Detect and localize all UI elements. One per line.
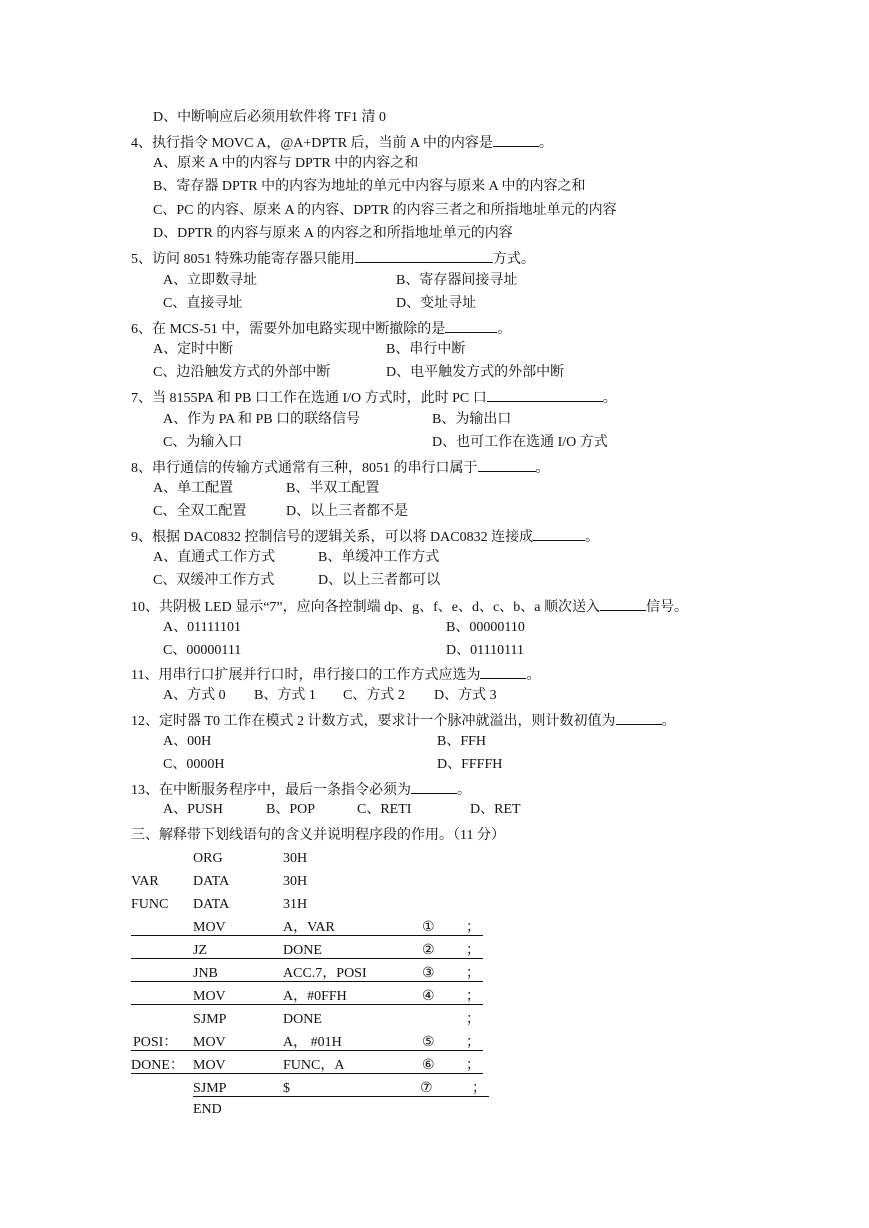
question-stem-end: 。 — [526, 668, 541, 683]
option-a: A、单工配置 — [153, 481, 234, 496]
code-arg: A，#0FFH — [283, 989, 347, 1004]
question-13 — [131, 779, 471, 800]
code-mark: ④ — [422, 989, 435, 1004]
code-arg: 30H — [283, 874, 308, 889]
option-a: A、00H — [163, 734, 212, 749]
code-mark: ⑥ — [422, 1058, 435, 1073]
code-semicolon: ； — [466, 1058, 480, 1073]
question-stem: 访问 8051 特殊功能寄存器只能用 — [152, 252, 355, 267]
question-12 — [131, 710, 676, 731]
underline — [131, 1050, 483, 1051]
question-number: 6、 — [131, 322, 152, 337]
prev-question-option-d: D、中断响应后必须用软件将 TF1 清 0 — [153, 110, 386, 125]
code-arg: ACC.7，POSI — [283, 966, 367, 981]
question-number: 12、 — [131, 714, 159, 729]
option-b: B、半双工配置 — [286, 481, 380, 496]
option-a: A、方式 0 — [163, 688, 226, 703]
option-b: B、FFH — [437, 734, 487, 749]
code-op: ORG — [193, 851, 223, 866]
code-arg: 30H — [283, 851, 308, 866]
code-mark: ⑤ — [422, 1035, 435, 1050]
question-stem-end: 。 — [535, 461, 550, 476]
question-11 — [131, 664, 540, 685]
question-stem: 在 MCS-51 中，需要外加电路实现中断撤除的是 — [152, 322, 446, 337]
option-c: C、00000111 — [163, 643, 242, 658]
option-c: C、全双工配置 — [153, 504, 247, 519]
code-op: JZ — [193, 943, 207, 958]
question-4 — [131, 132, 553, 153]
question-stem-end: 信号。 — [645, 600, 688, 615]
option-a: A、直通式工作方式 — [153, 550, 276, 565]
code-semicolon: ； — [472, 1081, 486, 1096]
answer-blank — [478, 457, 536, 472]
underline — [193, 1096, 489, 1097]
code-label: FUNC — [131, 897, 169, 912]
answer-blank — [411, 779, 457, 794]
question-stem-end: 方式。 — [493, 252, 535, 267]
option-a: A、作为 PA 和 PB 口的联络信号 — [163, 412, 361, 427]
option-a: A、原来 A 中的内容与 DPTR 中的内容之和 — [153, 156, 419, 171]
question-stem: 共阴极 LED 显示“7”，应向各控制端 dp、g、f、e、d、c、b、a 顺次送入 — [159, 600, 600, 615]
code-op: MOV — [193, 1058, 226, 1073]
code-op: DATA — [193, 874, 230, 889]
code-mark: ① — [422, 920, 435, 935]
code-op: JNB — [193, 966, 218, 981]
answer-blank — [480, 664, 526, 679]
option-a: A、01111101 — [163, 620, 242, 635]
answer-blank — [616, 710, 662, 725]
option-c: C、RETI — [357, 802, 412, 817]
underline — [131, 981, 483, 982]
underline — [131, 1004, 483, 1005]
code-label: POSI： — [133, 1035, 178, 1050]
code-semicolon: ； — [466, 1035, 480, 1050]
option-d: D、方式 3 — [434, 688, 497, 703]
question-5 — [131, 248, 535, 269]
code-arg: 31H — [283, 897, 308, 912]
question-stem: 执行指令 MOVC A，@A+DPTR 后，当前 A 中的内容是 — [152, 136, 493, 151]
option-b: B、寄存器间接寻址 — [396, 273, 518, 288]
option-c: C、0000H — [163, 757, 225, 772]
question-number: 7、 — [131, 391, 152, 406]
code-op: MOV — [193, 920, 226, 935]
option-d: D、FFFFH — [437, 757, 503, 772]
option-d: D、RET — [470, 802, 521, 817]
code-semicolon: ； — [466, 943, 480, 958]
option-c: C、直接寻址 — [163, 296, 243, 311]
answer-blank — [487, 387, 603, 402]
code-op: DATA — [193, 897, 230, 912]
question-stem-end: 。 — [457, 783, 471, 798]
question-7 — [131, 387, 617, 408]
question-number: 8、 — [131, 461, 152, 476]
question-6 — [131, 318, 511, 339]
question-number: 11、 — [131, 668, 159, 683]
question-stem: 当 8155PA 和 PB 口工作在选通 I/O 方式时，此时 PC 口 — [152, 391, 487, 406]
question-stem: 用串行口扩展并行口时，串行接口的工作方式应选为 — [158, 668, 481, 683]
answer-blank — [600, 596, 646, 611]
code-label: DONE： — [131, 1058, 184, 1073]
code-semicolon: ； — [466, 966, 480, 981]
question-9 — [131, 526, 599, 547]
option-b: B、单缓冲工作方式 — [318, 550, 440, 565]
option-c: C、方式 2 — [343, 688, 405, 703]
answer-blank — [493, 132, 539, 147]
code-op: MOV — [193, 989, 226, 1004]
option-d: D、以上三者都可以 — [318, 573, 441, 588]
question-stem-end: 。 — [538, 136, 553, 151]
question-number: 4、 — [131, 136, 152, 151]
option-b: B、为输出口 — [432, 412, 512, 427]
question-stem: 根据 DAC0832 控制信号的逻辑关系，可以将 DAC0832 连接成 — [152, 530, 534, 545]
option-b: B、寄存器 DPTR 中的内容为地址的单元中内容与原来 A 中的内容之和 — [153, 179, 586, 194]
question-stem-end: 。 — [661, 714, 676, 729]
option-b: B、00000110 — [446, 620, 525, 635]
code-arg: A，VAR — [283, 920, 335, 935]
code-mark: ⑦ — [420, 1081, 433, 1096]
answer-blank — [445, 318, 497, 333]
code-arg: DONE — [283, 1012, 322, 1027]
code-op: MOV — [193, 1035, 226, 1050]
option-c: C、为输入口 — [163, 435, 243, 450]
option-d: D、电平触发方式的外部中断 — [386, 365, 565, 380]
question-10 — [131, 596, 688, 617]
underline — [131, 1073, 483, 1074]
question-stem: 定时器 T0 工作在模式 2 计数方式，要求计一个脉冲就溢出，则计数初值为 — [159, 714, 616, 729]
underline — [131, 935, 483, 936]
code-arg: FUNC，A — [283, 1058, 345, 1073]
option-a: A、立即数寻址 — [163, 273, 258, 288]
code-op: SJMP — [193, 1012, 227, 1027]
option-d: D、DPTR 的内容与原来 A 的内容之和所指地址单元的内容 — [153, 226, 513, 241]
question-stem: 串行通信的传输方式通常有三种，8051 的串行口属于 — [152, 461, 478, 476]
code-arg: DONE — [283, 943, 322, 958]
option-c: C、双缓冲工作方式 — [153, 573, 275, 588]
option-c: C、边沿触发方式的外部中断 — [153, 365, 331, 380]
question-stem-end: 。 — [497, 322, 512, 337]
question-stem: 在中断服务程序中，最后一条指令必须为 — [159, 783, 411, 798]
option-c: C、PC 的内容、原来 A 的内容、DPTR 的内容三者之和所指地址单元的内容 — [153, 203, 617, 218]
underline — [131, 958, 483, 959]
code-op: END — [193, 1102, 222, 1117]
code-op: SJMP — [193, 1081, 227, 1096]
option-d: D、01110111 — [446, 643, 525, 658]
option-d: D、变址寻址 — [396, 296, 477, 311]
code-semicolon: ； — [466, 920, 480, 935]
code-mark: ② — [422, 943, 435, 958]
code-arg: A， #01H — [283, 1035, 342, 1050]
option-b: B、POP — [266, 802, 316, 817]
question-number: 5、 — [131, 252, 152, 267]
question-8 — [131, 457, 550, 478]
code-label: VAR — [131, 874, 159, 889]
question-stem-end: 。 — [602, 391, 617, 406]
option-d: D、以上三者都不是 — [286, 504, 409, 519]
question-stem-end: 。 — [585, 530, 600, 545]
option-a: A、定时中断 — [153, 342, 234, 357]
code-semicolon: ； — [466, 1012, 480, 1027]
question-number: 13、 — [131, 783, 159, 798]
answer-blank — [355, 248, 493, 263]
option-b: B、串行中断 — [386, 342, 466, 357]
answer-blank — [533, 526, 585, 541]
code-semicolon: ； — [466, 989, 480, 1004]
question-number: 9、 — [131, 530, 152, 545]
option-b: B、方式 1 — [254, 688, 316, 703]
question-number: 10、 — [131, 600, 159, 615]
option-a: A、PUSH — [163, 802, 223, 817]
option-d: D、也可工作在选通 I/O 方式 — [432, 435, 608, 450]
code-arg: $ — [283, 1081, 290, 1096]
section-3-title: 三、解释带下划线语句的含义并说明程序段的作用。（11 分） — [131, 828, 505, 843]
code-mark: ③ — [422, 966, 435, 981]
